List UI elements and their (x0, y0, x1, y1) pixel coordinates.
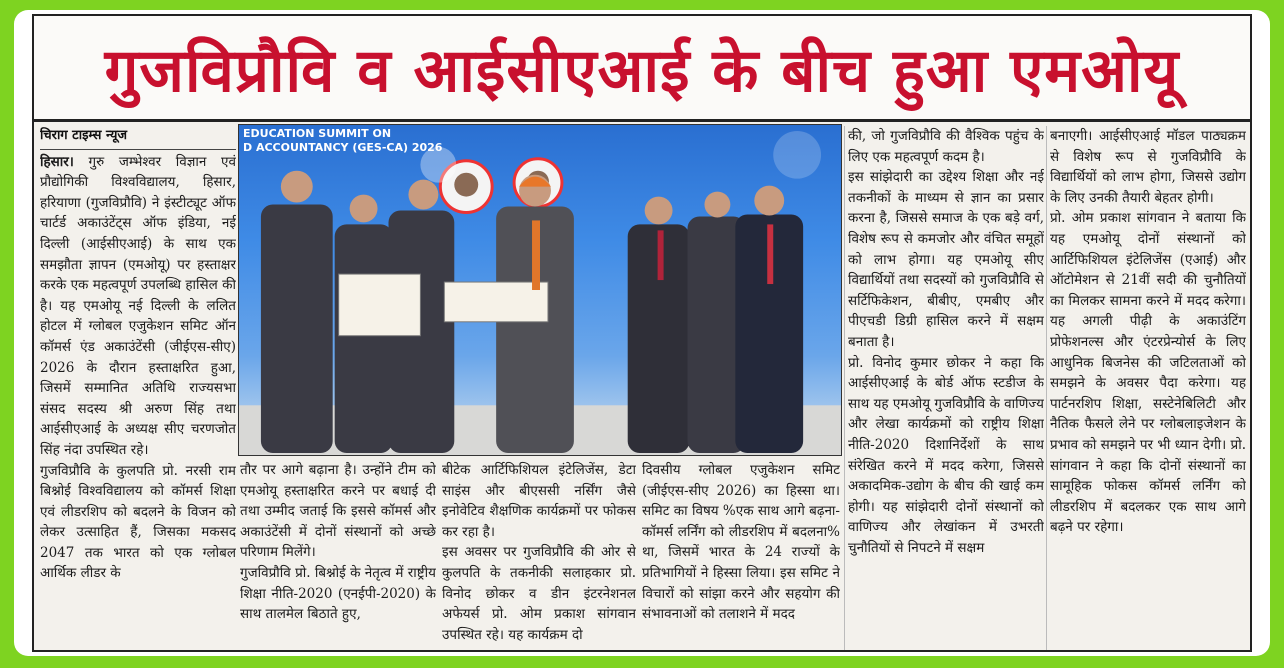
column-divider (1046, 126, 1047, 650)
banner-line-2: D ACCOUNTANCY (GES-CA) 2026 (243, 141, 443, 154)
article-paragraph-6: इस अवसर पर गुजविप्रौवि की ओर से कुलपति के तकनीकी सलाहकार प्रो. विनोद छोकर व डीन इंटरनेशनल अफेयर्स प्रो. ओम प्रकाश सांगवान उपस्थित रहे। यह कार्यक्रम दो (442, 544, 636, 643)
article-column-6 (1050, 126, 1246, 650)
article-paragraph-2: गुजविप्रौवि के कुलपति प्रो. नरसी राम बिश्नोई विश्वविद्यालय को कॉमर्स शिक्षा एवं लीडरशिप को बदलने के विजन को लेकर उत्साहित हैं, जिसका मकसद 2047 तक भारत को एक ग्लोबल आर्थिक लीडर के (40, 462, 236, 582)
event-photo (238, 124, 842, 456)
article-paragraph-9: इस सांझेदारी का उद्देश्य शिक्षा और नई तकनीकों के माध्यम से ज्ञान का प्रसार करना है, जिससे समाज के एक बड़े वर्ग, विशेष रूप से कमजोर और वंचित समूहों को लाभ होगा। यह एमओयू सीए विद्यार्थियों तथा सदस्यों को गुजविप्रौवि से सर्टिफिकेशन, बीबीए, एमबीए और पीएचडी डिग्री हासिल करने में सक्षम बनाता है। (848, 169, 1044, 350)
byline: चिराग टाइम्स न्यूज (40, 126, 236, 150)
article-paragraph-3: तौर पर आगे बढ़ाना है। उन्होंने टीम को एमओयू हस्ताक्षरित करने पर बधाई दी तथा उम्मीद जताई कि इससे कॉमर्स और अकाउंटेंसी में दोनों संस्थानों को अच्छे परिणाम मिलेंगे। (240, 462, 436, 561)
article-column-2 (240, 460, 436, 652)
photo-banner-text (243, 127, 442, 155)
article-column-4 (642, 460, 840, 652)
article-paragraph-11: बनाएगी। आईसीएआई मॉडल पाठ्यक्रम से विशेष रूप से गुजविप्रौवि के विद्यार्थियों को लाभ होगा, जिससे उद्योग के लिए उनकी तैयारी बेहतर होगी। (1050, 128, 1246, 206)
clipping-frame (14, 10, 1270, 656)
article-paragraph-7: दिवसीय ग्लोबल एजुकेशन समिट (जीईएस-सीए 2026) का हिस्सा था। समिट का विषय %एक साथ आगे बढ़ना-कॉमर्स लर्निंग को लीडरशिप में बदलना% था, जिसमें भारत के 24 राज्यों के प्रतिभागियों ने हिस्सा लिया। इस समिट ने विचारों को सांझा करने और सहयोग की संभावनाओं को तलाशने में मदद (642, 462, 840, 623)
article-paragraph-8: की, जो गुजविप्रौवि की वैश्विक पहुंच के लिए एक महत्वपूर्ण कदम है। (848, 128, 1044, 165)
newspaper-clipping (32, 14, 1252, 652)
banner-line-1: EDUCATION SUMMIT ON (243, 127, 392, 140)
article-column-5 (848, 126, 1044, 650)
dateline: हिसार। (40, 153, 74, 170)
article-paragraph-10: प्रो. विनोद कुमार छोकर ने कहा कि आईसीएआई के बोर्ड ऑफ स्टडीज के साथ यह एमओयू गुजविप्रौवि के वाणिज्य और लेखा कार्यक्रमों को राष्ट्रीय शिक्षा नीति-2020 दिशानिर्देशों के साथ संरेखित करने में मदद करेगा, जिससे अकादमिक-उद्योग के बीच की खाई कम होगी। यह सांझेदारी दोनों संस्थानों को वाणिज्य और लेखांकन में उभरती चुनौतियों से निपटने में सक्षम (848, 354, 1044, 556)
article-column-3 (442, 460, 636, 652)
headline: गुजविप्रौवि व आईसीएआई के बीच हुआ एमओयू (104, 35, 1180, 106)
column-divider (844, 126, 845, 650)
article-paragraph-1 (40, 152, 236, 461)
photo-illustration (239, 125, 841, 455)
article-paragraph-4: गुजविप्रौवि प्रो. बिश्नोई के नेतृत्व में राष्ट्रीय शिक्षा नीति-2020 (एनईपी-2020) के साथ तालमेल बिठाते हुए, (240, 564, 436, 623)
article-paragraph-12: प्रो. ओम प्रकाश सांगवान ने बताया कि यह एमओयू दोनों संस्थानों को आर्टिफिशियल इंटेलिजेंस (एआई) और ऑटोमेशन से 21वीं सदी की चुनौतियों का मिलकर सामना करने में मदद करेगा। यह अगली पीढ़ी के अकाउंटिंग प्रोफेशनल्स और एंटरप्रेन्योर्स के लिए आधुनिक बिजनेस की जटिलताओं को समझने के अवसर पैदा करेगा। यह पार्टनरशिप शिक्षा, सस्टेनेबिलिटी और नैतिक फैसले लेने पर ग्लोबलाइजेशन के प्रभाव को समझने पर भी ध्यान देगी। प्रो. सांगवान ने कहा कि दोनों संस्थानों का सामूहिक फोकस कॉमर्स लर्निंग को लीडरशिप में बदलकर एक साथ आगे बढ़ने पर रहेगा। (1050, 210, 1246, 536)
paragraph-1-text: गुरु जम्भेश्वर विज्ञान एवं प्रौद्योगिकी विश्वविद्यालय, हिसार, हरियाणा (गुजविप्रौवि) ने इंस्टीट्यूट ऑफ चार्टर्ड अकाउंटेंट्स ऑफ इंडिया, नई दिल्ली (आईसीएआई) के साथ एक समझौता ज्ञापन (एमओयू) पर हस्ताक्षर करके एक महत्वपूर्ण उपलब्धि हासिल की है। यह एमओयू नई दिल्ली के ललित होटल में ग्लोबल एजुकेशन समिट ऑन कॉमर्स एंड अकाउंटेंसी (जीईएस-सीए) 2026 के दौरान हस्ताक्षरित हुआ, जिसमें सम्मानित अतिथि राज्यसभा संसद सदस्य श्री अरुण सिंह तथा आईसीएआई के अध्यक्ष सीए चरणजोत सिंह नंदा उपस्थित रहे। (40, 153, 236, 458)
article-column-1 (40, 126, 236, 650)
headline-box (34, 16, 1250, 122)
article-paragraph-5: बीटेक आर्टिफिशियल इंटेलिजेंस, डेटा साइंस और बीएससी नर्सिंग जैसे इनोवेटिव शैक्षणिक कार्यक्रमों पर फोकस कर रहा है। (442, 462, 636, 540)
